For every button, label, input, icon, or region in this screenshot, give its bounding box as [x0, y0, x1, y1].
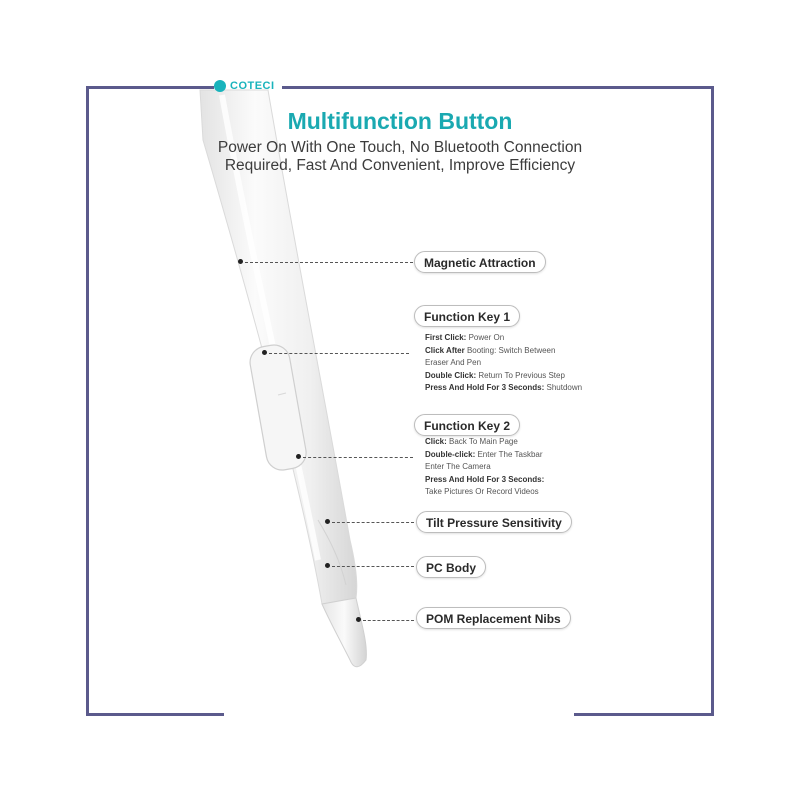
page-title: Multifunction Button: [287, 108, 513, 134]
subtitle-line-2: Required, Fast And Convenient, Improve Efficiency: [224, 157, 576, 174]
tilt-pressure-label: Tilt Pressure Sensitivity: [416, 511, 572, 533]
fkey1-line-5: Press And Hold For 3 Seconds: Shutdown: [425, 383, 583, 392]
tilt-callout-dot: [325, 519, 330, 524]
fkey2-line-3: Enter The Camera: [425, 462, 491, 471]
pen-tip-cone: [322, 598, 366, 667]
function-key-2-description: [425, 436, 544, 499]
fkey2-line-2: Double-click: Enter The Taskbar: [425, 449, 543, 459]
brand-logo-icon: [214, 80, 226, 92]
function-key-2-label: Function Key 2: [414, 414, 520, 436]
brand-logo: [214, 80, 275, 92]
function-key-1-description: [425, 332, 582, 395]
magnetic-attraction-label: Magnetic Attraction: [414, 251, 546, 273]
brand-name: COTECI: [230, 80, 275, 92]
fkey1-line-3: Eraser And Pen: [425, 358, 482, 367]
fkey2-line-1: Click: Back To Main Page: [425, 437, 518, 446]
fkey2-line-4: Press And Hold For 3 Seconds:: [425, 474, 545, 484]
fkey2-line-5: Take Pictures Or Record Videos: [425, 487, 539, 496]
pom-nibs-label: POM Replacement Nibs: [416, 607, 571, 629]
nibs-callout-dot: [356, 617, 361, 622]
magnetic-callout-dot: [238, 259, 243, 264]
fkey1-line-2: Click After Booting: Switch Between: [425, 345, 556, 355]
pc-body-callout-dot: [325, 563, 330, 568]
pc-body-callout-line: [332, 566, 414, 567]
subtitle-line-1: Power On With One Touch, No Bluetooth Connection: [217, 139, 583, 156]
fkey1-line-4: Double Click: Return To Previous Step: [425, 370, 565, 380]
fkey2-callout-dot: [296, 454, 301, 459]
magnetic-callout-line: [245, 262, 413, 263]
tilt-callout-line: [332, 522, 414, 523]
fkey1-callout-line: [269, 353, 409, 354]
function-key-1-label: Function Key 1: [414, 305, 520, 327]
pc-body-label: PC Body: [416, 556, 486, 578]
fkey1-line-1: First Click: Power On: [425, 333, 505, 342]
fkey1-callout-dot: [262, 350, 267, 355]
fkey2-callout-line: [303, 457, 413, 458]
nibs-callout-line: [363, 620, 414, 621]
